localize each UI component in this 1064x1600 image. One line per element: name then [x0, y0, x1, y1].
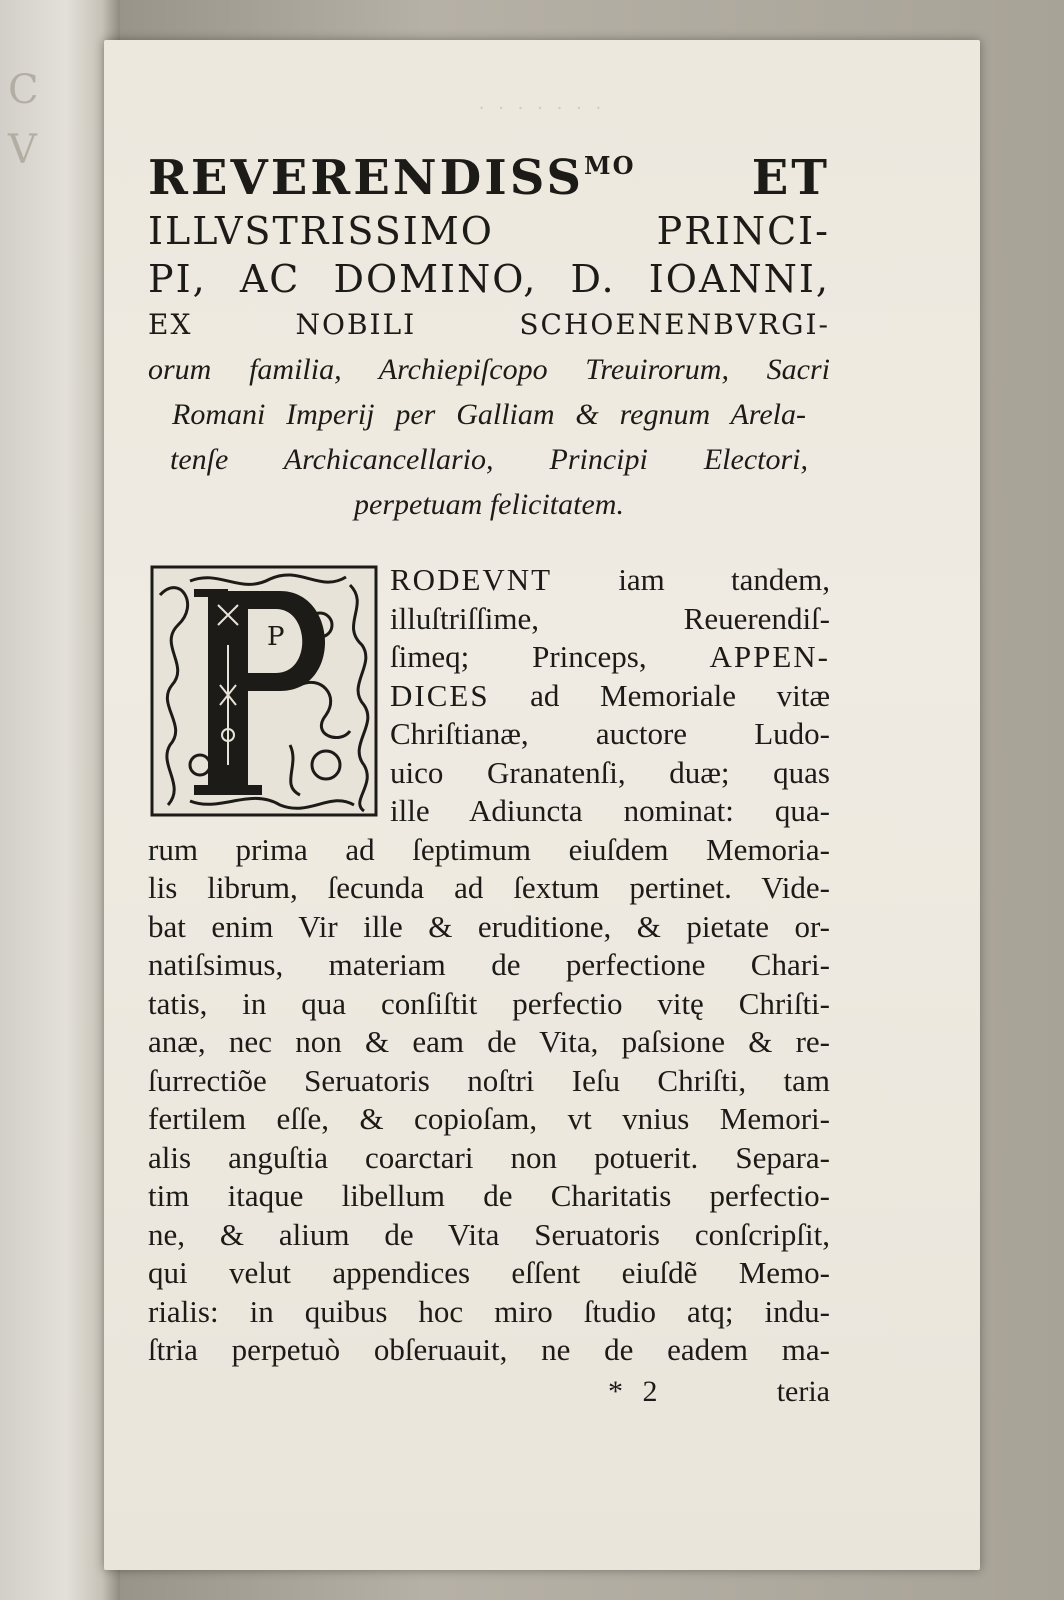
body-line: ſimeq; Princeps, APPEN-	[390, 639, 830, 674]
body-line: alis anguſtia coarctari non potuerit. Separa-	[148, 1139, 830, 1175]
body-line: bat enim Vir ille & eruditione, & pietate or-	[148, 908, 830, 944]
initial-letter-glyph: P	[267, 622, 285, 652]
body-line: tim itaque libellum de Charitatis perfectio-	[148, 1178, 830, 1213]
body-line: ille Adiuncta nominat: qua-	[390, 793, 830, 828]
signature-mark: * 2	[608, 1375, 664, 1408]
body-line: ſurrectiõe Seruatoris noſtri Ieſu Chriſti, tam	[148, 1062, 830, 1098]
facing-page-edge	[0, 0, 120, 1600]
facing-page-ghost-mark: C	[8, 67, 39, 113]
heading-line-4: EX NOBILI SCHOENENBVRGI-	[148, 308, 830, 341]
body-line: DICES ad Memoriale vitæ	[390, 677, 830, 713]
body-line: tatis, in qua conſiſtit perfectio vitę Chriſti-	[148, 985, 830, 1021]
body-line: ſtria perpetuò obſeruauit, ne de eadem ma-	[148, 1332, 830, 1367]
page-text-block	[148, 137, 830, 1370]
body-line: illuſtriſſime, Reuerendiſ-	[390, 600, 830, 636]
heading-line-1: $REVERENDISS^{MO}$ ET	[148, 150, 830, 206]
page-footer	[148, 1375, 830, 1415]
book-page	[104, 40, 980, 1570]
bleed-through-text: · · · · · · ·	[478, 98, 606, 119]
body-line: natiſsimus, materiam de perfectione Chari-	[148, 947, 830, 982]
body-line: ne, & alium de Vita Seruatoris conſcripſit,	[148, 1216, 830, 1252]
body-line: fertilem eſſe, & copioſam, vt vnius Memori-	[148, 1101, 830, 1136]
body-line: qui velut appendices eſſent eiuſdẽ Memo-	[148, 1255, 830, 1290]
dedication-line: tenſe Archicancellario, Principi Electori,	[170, 443, 808, 476]
facing-page-ghost-mark: V	[8, 127, 37, 173]
body-line: RODEVNT iam tandem,	[390, 562, 830, 597]
decorated-initial-p	[150, 565, 378, 817]
heading-line-2: ILLVSTRISSIMO PRINCI-	[148, 209, 830, 253]
dedication-line: Romani Imperij per Galliam & regnum Arela-	[172, 398, 806, 431]
body-text	[148, 561, 830, 1370]
dedication-line: orum familia, Archiepiſcopo Treuirorum, Sacri	[148, 353, 830, 386]
body-line: uico Granatenſi, duæ; quas	[390, 754, 830, 790]
heading-line-3: PI, AC DOMINO, D. IOANNI,	[148, 257, 830, 301]
body-line: lis librum, ſecunda ad ſextum pertinet. Vide-	[148, 870, 830, 905]
body-line: anæ, nec non & eam de Vita, paſsione & re-	[148, 1024, 830, 1059]
body-line: rum prima ad ſeptimum eiuſdem Memoria-	[148, 831, 830, 867]
catchword: teria	[776, 1375, 830, 1408]
body-line: rialis: in quibus hoc miro ſtudio atq; indu-	[148, 1293, 830, 1329]
dedication-line: perpetuam felicitatem.	[354, 488, 624, 521]
body-line: Chriſtianæ, auctore Ludo-	[390, 716, 830, 751]
